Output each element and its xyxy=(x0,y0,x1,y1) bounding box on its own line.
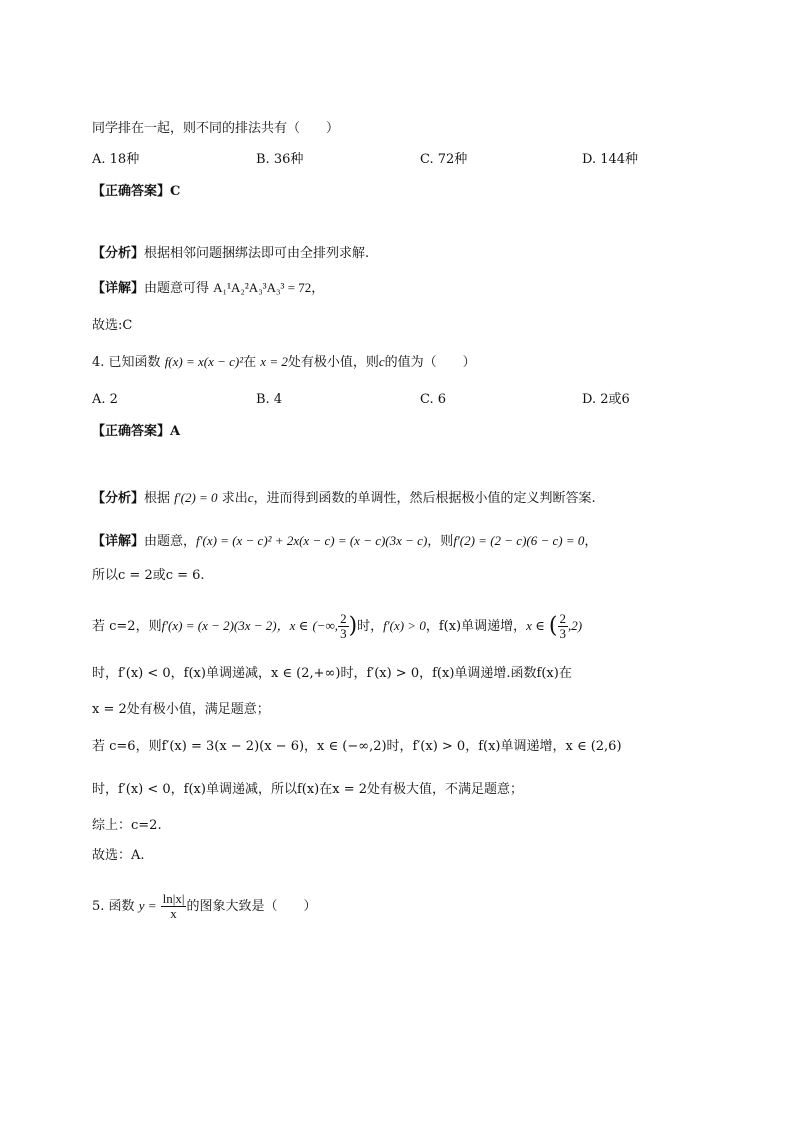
fraction-numerator: 2 xyxy=(340,611,347,626)
q4-detail xyxy=(92,531,597,552)
case1-interval1-close: ) xyxy=(348,613,358,639)
q4-conclusion: 故选：A. xyxy=(92,848,145,863)
q4-case1-line1 xyxy=(92,610,582,643)
q4-option-a: A. 2 xyxy=(92,392,118,407)
q5-stem-pre: 5. 函数 xyxy=(92,899,135,914)
q3-analysis xyxy=(92,244,369,264)
fraction-denominator: 3 xyxy=(559,626,567,641)
case1-interval2-pre: x ∈ xyxy=(526,618,545,633)
analysis-expression: f′(2) = 0 xyxy=(174,490,218,505)
analysis-c: c xyxy=(247,490,254,505)
detail-label: 【详解】 xyxy=(92,281,145,296)
fraction-numerator: 2 xyxy=(559,611,567,626)
case1-when1: 时， xyxy=(357,619,384,634)
analysis-label: 【分析】 xyxy=(92,491,145,506)
fraction-two-thirds xyxy=(338,612,349,641)
fraction-denominator: 3 xyxy=(340,626,347,641)
fraction-two-thirds-2 xyxy=(558,612,569,641)
analysis-tail: ，进而得到函数的单调性，然后根据极小值的定义判断答案. xyxy=(253,491,596,506)
q4-c: c xyxy=(378,354,385,369)
case1-positive: f′(x) > 0 xyxy=(383,618,426,633)
q4-stem-tail: 处有极小值，则 xyxy=(287,355,379,370)
q5-stem-tail: 的图象大致是（ ） xyxy=(186,899,317,914)
q4-option-b: B. 4 xyxy=(256,392,283,407)
q4-stem-pre: 4. 已知函数 xyxy=(92,355,161,370)
q4-summary: 综上：c=2. xyxy=(92,818,162,833)
q4-case1-line3: x = 2处有极小值，满足题意； xyxy=(92,702,270,717)
q3-stem-tail: 同学排在一起，则不同的排法共有（ ） xyxy=(92,121,340,136)
q3-answer: 【正确答案】C xyxy=(92,184,181,199)
case1-pre: 若 c=2，则 xyxy=(92,619,162,634)
q3-option-b: B. 36种 xyxy=(256,152,304,167)
case1-interval1: (−∞, xyxy=(312,618,339,633)
detail-end: ， xyxy=(584,534,598,549)
analysis-mid: 求出 xyxy=(221,491,248,506)
q4-analysis xyxy=(92,488,596,509)
q4-function: f(x) = x(x − c)² xyxy=(164,354,244,369)
case1-expression: f′(x) = (x − 2)(3x − 2) xyxy=(161,618,277,633)
detail-expression-1: f′(x) = (x − c)² + 2x(x − c) = (x − c)(3x − c) xyxy=(196,533,428,548)
q4-stem xyxy=(92,352,476,373)
fraction-numerator: ln|x| xyxy=(162,891,185,906)
q5-stem xyxy=(92,890,316,923)
analysis-text: 根据相邻问题捆绑法即可由全排列求解. xyxy=(144,246,370,261)
fraction-denominator: x xyxy=(170,906,177,921)
q3-option-a: A. 18种 xyxy=(92,152,140,167)
detail-label: 【详解】 xyxy=(92,534,145,549)
q4-stem-end: 的值为（ ） xyxy=(384,355,476,370)
q5-fraction xyxy=(161,892,187,921)
case1-interval2-tail: ,2) xyxy=(568,618,583,633)
q3-option-d: D. 144种 xyxy=(582,152,639,167)
q4-point: x = 2 xyxy=(260,354,288,369)
detail-pre: 由题意， xyxy=(144,534,197,549)
q3-option-c: C. 72种 xyxy=(420,152,468,167)
case1-interval2-open: ( xyxy=(548,613,558,639)
q4-stem-mid: 在 xyxy=(243,355,257,370)
q5-y: y = xyxy=(138,898,157,913)
detail-expression-2: f′(2) = (2 − c)(6 − c) = 0 xyxy=(453,533,585,548)
case1-interval1-pre: ，x ∈ xyxy=(276,618,309,633)
q3-conclusion: 故选:C xyxy=(92,318,133,333)
analysis-label: 【分析】 xyxy=(92,246,145,261)
q4-case1-line2: 时，f′(x) < 0，f(x)单调递减，x ∈ (2,+∞)时，f′(x) > 0，f(x)单调递增.函数f(x)在 xyxy=(92,666,572,681)
q3-detail xyxy=(92,278,324,299)
q4-option-c: C. 6 xyxy=(420,392,447,407)
q4-option-d: D. 2或6 xyxy=(582,392,630,407)
detail-text: 由题意可得 xyxy=(144,281,210,296)
q4-case2-line2: 时，f′(x) < 0，f(x)单调递减，所以f(x)在x = 2处有极大值，不满足题意； xyxy=(92,782,523,797)
detail-mid: ，则 xyxy=(427,534,454,549)
analysis-pre: 根据 xyxy=(144,491,171,506)
q4-answer: 【正确答案】A xyxy=(92,424,181,439)
q4-case2-line1: 若 c=6，则f′(x) = 3(x − 2)(x − 6)，x ∈ (−∞,2)时，f′(x) > 0，f(x)单调递增，x ∈ (2,6) xyxy=(92,739,622,754)
detail-expression: A₁¹A₂²A₃³A₃³ = 72， xyxy=(213,280,325,295)
q4-line-so: 所以c = 2或c = 6. xyxy=(92,568,205,583)
case1-increase: ，f(x)单调递增， xyxy=(425,619,527,634)
